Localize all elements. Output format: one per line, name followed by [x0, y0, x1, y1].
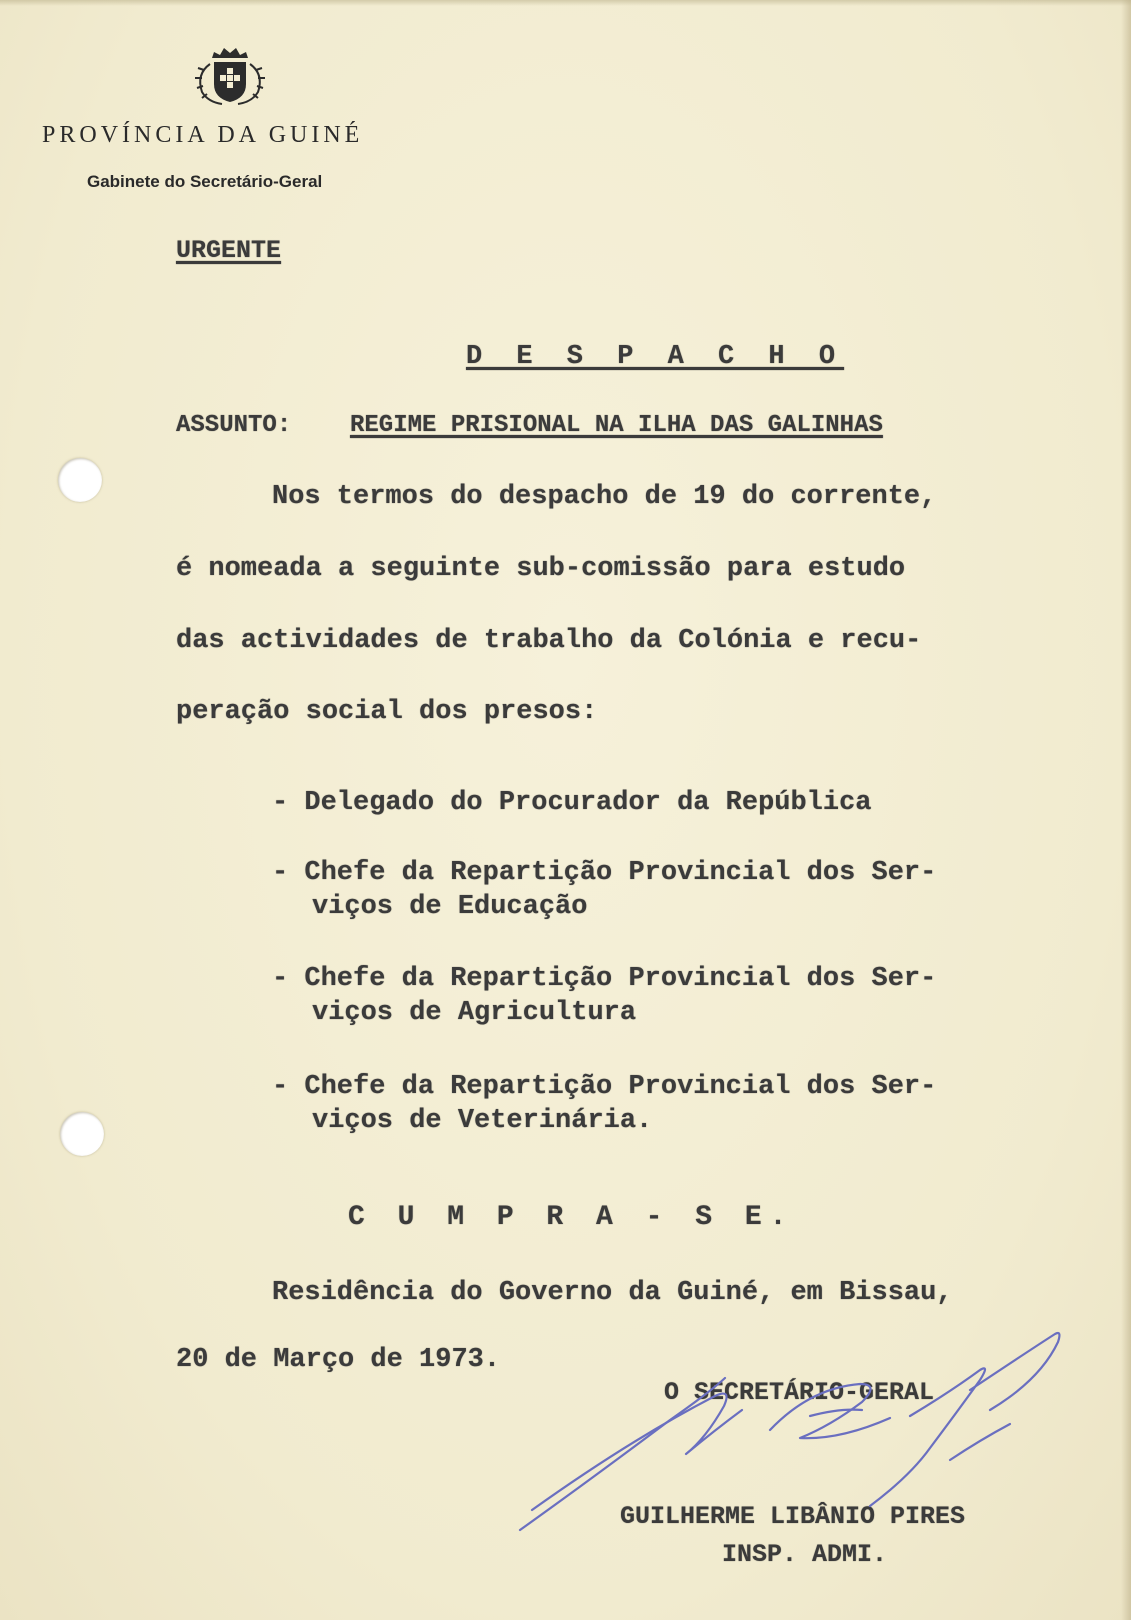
body-line-2: é nomeada a seguinte sub-comissão para estudo	[176, 554, 906, 584]
letterhead-province: PROVÍNCIA DA GUINÉ	[42, 122, 364, 148]
member-line: - Chefe da Repartição Provincial dos Ser-	[272, 964, 937, 994]
coat-of-arms-icon	[190, 44, 270, 110]
paper-edge-top	[0, 0, 1131, 6]
member-line-continued: viços de Veterinária.	[312, 1106, 653, 1136]
member-line-continued: viços de Agricultura	[312, 998, 637, 1028]
handwritten-signature	[510, 1330, 1090, 1550]
date-line: 20 de Março de 1973.	[176, 1345, 501, 1375]
signatory-title: O SECRETÁRIO-GERAL	[664, 1378, 935, 1407]
body-line-1: Nos termos do despacho de 19 do corrente,	[272, 482, 937, 512]
member-line: - Chefe da Repartição Provincial dos Ser-	[272, 1072, 937, 1102]
subject-label: ASSUNTO:	[176, 412, 292, 439]
subject-value: REGIME PRISIONAL NA ILHA DAS GALINHAS	[350, 412, 883, 439]
body-line-3: das actividades de trabalho da Colónia e recu-	[176, 626, 922, 656]
place-line: Residência do Governo da Guiné, em Bissau,	[272, 1278, 953, 1308]
punch-hole-top	[58, 458, 102, 502]
document-title: D E S P A C H O	[466, 342, 845, 372]
priority-stamp: URGENTE	[176, 236, 282, 265]
member-line: - Chefe da Repartição Provincial dos Ser-	[272, 858, 937, 888]
punch-hole-bottom	[60, 1112, 104, 1156]
letterhead-office: Gabinete do Secretário-Geral	[87, 172, 323, 191]
member-item	[272, 1070, 936, 1138]
signatory-role: INSP. ADMI.	[722, 1540, 888, 1569]
member-item	[272, 856, 936, 924]
body-line-4: peração social dos presos:	[176, 697, 598, 727]
member-line: - Delegado do Procurador da República	[272, 788, 872, 818]
closing-formula: C U M P R A - S E.	[348, 1202, 795, 1233]
signatory-name: GUILHERME LIBÂNIO PIRES	[620, 1502, 966, 1531]
member-line-continued: viços de Educação	[312, 892, 588, 922]
member-item	[272, 962, 936, 1030]
paper-edge-right	[1121, 0, 1131, 1620]
member-item	[272, 786, 872, 820]
